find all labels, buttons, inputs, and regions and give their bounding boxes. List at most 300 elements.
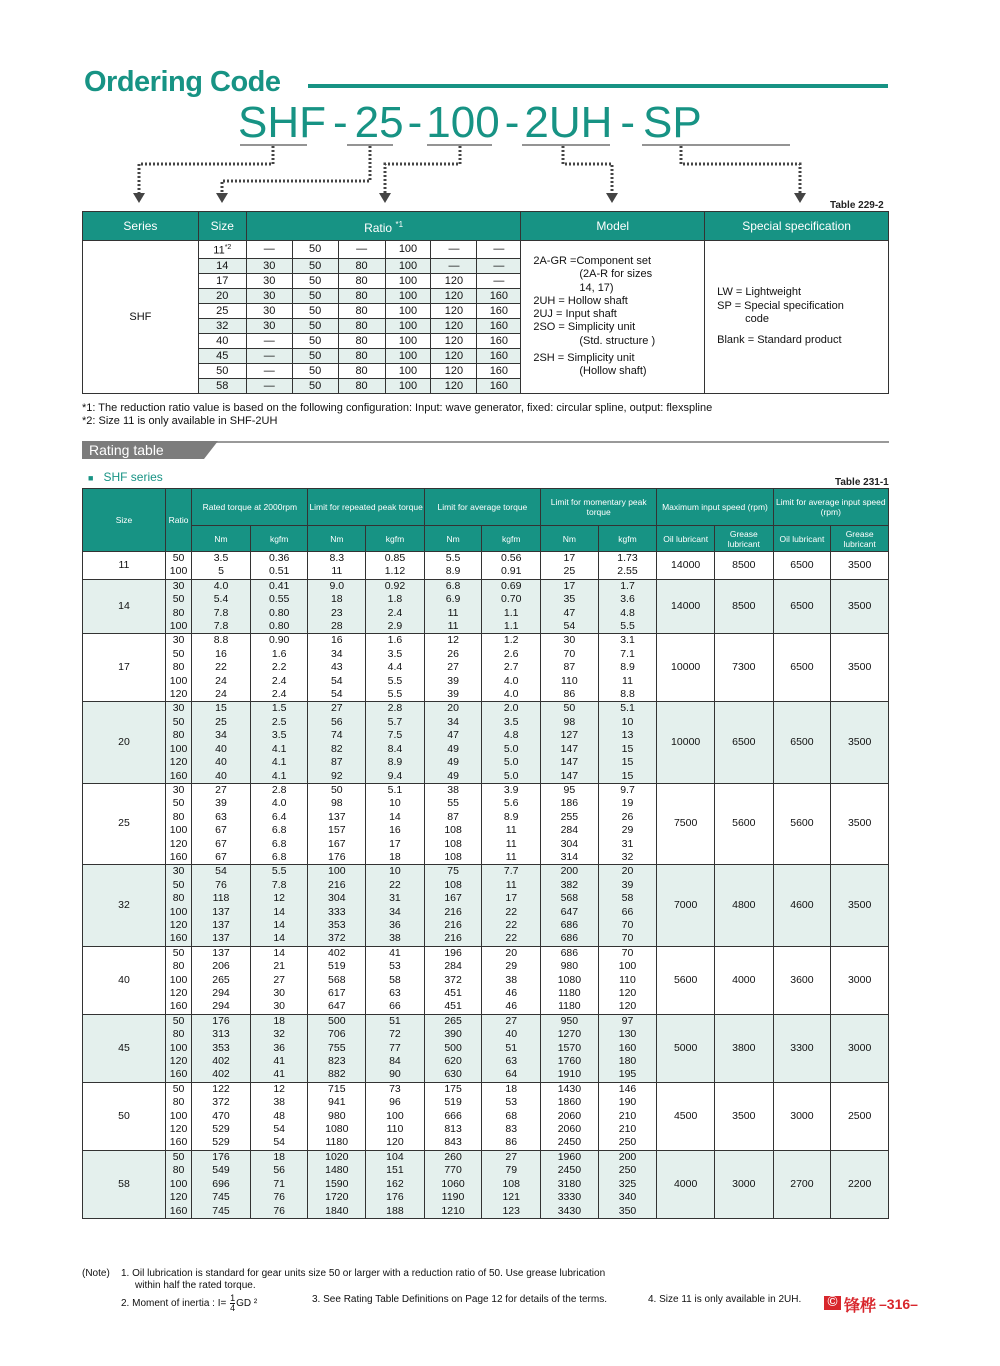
code-ratio: 100: [426, 98, 500, 147]
value-cell: 4.0: [192, 579, 251, 593]
ratio-cell: 30: [165, 702, 191, 716]
ratio-cell: —: [246, 348, 292, 363]
value-cell: 20: [598, 865, 657, 879]
value-cell: 2450: [541, 1164, 599, 1177]
value-cell: 48: [250, 1110, 308, 1123]
code-model: 2UH: [524, 98, 613, 147]
value-cell: 54: [308, 675, 366, 688]
value-cell: 325: [598, 1178, 657, 1191]
value-cell: 108: [482, 1178, 541, 1191]
value-cell: 67: [192, 838, 251, 851]
order-row: [83, 241, 889, 259]
speed-cell: 3500: [831, 865, 889, 946]
value-cell: 38: [482, 974, 541, 987]
value-cell: 96: [366, 1096, 425, 1109]
size-cell: 50: [83, 1082, 166, 1150]
value-cell: 41: [366, 946, 425, 960]
value-cell: 210: [598, 1110, 657, 1123]
ratio-cell: 160: [165, 1136, 191, 1150]
value-cell: 15: [598, 770, 657, 784]
value-cell: 216: [424, 906, 482, 919]
ratio-cell: 100: [165, 1110, 191, 1123]
value-cell: 0.51: [250, 565, 308, 579]
value-cell: 146: [598, 1082, 657, 1096]
value-cell: 950: [541, 1014, 599, 1028]
value-cell: 76: [250, 1205, 308, 1219]
speed-cell: 14000: [657, 579, 715, 634]
value-cell: 0.91: [482, 565, 541, 579]
value-cell: 4.8: [598, 607, 657, 620]
value-cell: 8.9: [366, 756, 425, 769]
ratio-cell: 100: [165, 1178, 191, 1191]
value-cell: 745: [192, 1205, 251, 1219]
value-cell: 11: [482, 879, 541, 892]
value-cell: 34: [424, 716, 482, 729]
header-avg-speed: Limit for average input speed (rpm): [773, 489, 888, 526]
unit-kgfm: kgfm: [366, 526, 425, 552]
value-cell: 53: [366, 960, 425, 973]
value-cell: 73: [366, 1082, 425, 1096]
lubricant-oil: Oil lubricant: [657, 526, 715, 552]
value-cell: 3.1: [598, 634, 657, 648]
value-cell: 4.1: [250, 756, 308, 769]
speed-cell: 6500: [773, 634, 831, 702]
size-group: [83, 702, 889, 783]
value-cell: 304: [541, 838, 599, 851]
header-size: Size: [198, 212, 246, 241]
size-group: [83, 1014, 889, 1082]
value-cell: 38: [366, 932, 425, 946]
ratio-cell: 50: [165, 879, 191, 892]
speed-cell: 4800: [714, 865, 773, 946]
value-cell: 5.4: [192, 593, 251, 606]
value-cell: 29: [598, 824, 657, 837]
value-cell: 22: [366, 879, 425, 892]
value-cell: 1.73: [598, 552, 657, 566]
value-cell: 3.5: [366, 648, 425, 661]
value-cell: 16: [192, 648, 251, 661]
ratio-cell: 80: [338, 348, 385, 363]
value-cell: 29: [482, 960, 541, 973]
ratio-cell: —: [246, 363, 292, 378]
value-cell: 353: [308, 919, 366, 932]
ratio-cell: 80: [338, 273, 385, 288]
value-cell: 0.80: [250, 620, 308, 634]
value-cell: 86: [541, 688, 599, 702]
value-cell: 104: [366, 1150, 425, 1164]
ratio-cell: —: [431, 258, 477, 273]
model-cell: [521, 241, 705, 394]
value-cell: 87: [424, 811, 482, 824]
code-dash: -: [333, 98, 348, 147]
ratio-cell: 120: [431, 363, 477, 378]
speed-cell: 7000: [657, 865, 715, 946]
value-cell: 1960: [541, 1150, 599, 1164]
value-cell: 0.90: [250, 634, 308, 648]
ratio-cell: —: [246, 241, 292, 259]
value-cell: 706: [308, 1028, 366, 1041]
value-cell: 666: [424, 1110, 482, 1123]
ratio-cell: 100: [165, 1042, 191, 1055]
value-cell: 0.85: [366, 552, 425, 566]
value-cell: 18: [250, 1150, 308, 1164]
ratio-cell: 80: [338, 318, 385, 333]
special-line: code: [745, 312, 770, 325]
value-cell: 86: [482, 1136, 541, 1150]
value-cell: 12: [250, 1082, 308, 1096]
value-cell: 108: [424, 824, 482, 837]
value-cell: 21: [250, 960, 308, 973]
value-cell: 2060: [541, 1123, 599, 1136]
ratio-cell: 50: [165, 716, 191, 729]
ratio-cell: 160: [165, 1000, 191, 1014]
value-cell: 3.6: [598, 593, 657, 606]
value-cell: 10: [598, 716, 657, 729]
ratio-cell: 100: [165, 675, 191, 688]
value-cell: 1.6: [366, 634, 425, 648]
value-cell: 2.6: [482, 648, 541, 661]
value-cell: 18: [250, 1014, 308, 1028]
value-cell: 823: [308, 1055, 366, 1068]
value-cell: 14: [250, 946, 308, 960]
value-cell: 4.1: [250, 743, 308, 756]
model-line: (Hollow shaft): [579, 365, 647, 378]
ratio-cell: —: [477, 241, 521, 259]
value-cell: 8.8: [192, 634, 251, 648]
ratio-cell: 100: [165, 565, 191, 579]
value-cell: 4.1: [250, 770, 308, 784]
value-cell: 157: [308, 824, 366, 837]
value-cell: 2.8: [366, 702, 425, 716]
speed-cell: 4500: [657, 1082, 715, 1150]
value-cell: 0.55: [250, 593, 308, 606]
value-cell: 7.1: [598, 648, 657, 661]
value-cell: 0.36: [250, 552, 308, 566]
value-cell: 3.5: [250, 729, 308, 742]
value-cell: 1480: [308, 1164, 366, 1177]
ratio-cell: 50: [165, 1082, 191, 1096]
value-cell: 66: [366, 1000, 425, 1014]
value-cell: 74: [308, 729, 366, 742]
value-cell: 17: [541, 552, 599, 566]
value-cell: 1180: [541, 1000, 599, 1014]
value-cell: 147: [541, 756, 599, 769]
ratio-cell: 120: [165, 838, 191, 851]
value-cell: 120: [598, 1000, 657, 1014]
value-cell: 6.4: [250, 811, 308, 824]
value-cell: 28: [308, 620, 366, 634]
ratio-cell: 120: [165, 1123, 191, 1136]
value-cell: 176: [192, 1014, 251, 1028]
ratio-cell: 80: [338, 258, 385, 273]
value-cell: 500: [424, 1042, 482, 1055]
value-cell: 40: [192, 743, 251, 756]
speed-cell: 3500: [831, 783, 889, 864]
value-cell: 123: [482, 1205, 541, 1219]
value-cell: 11: [308, 565, 366, 579]
value-cell: 11: [482, 851, 541, 865]
value-cell: 686: [541, 932, 599, 946]
value-cell: 40: [192, 770, 251, 784]
value-cell: 137: [192, 906, 251, 919]
value-cell: 160: [598, 1042, 657, 1055]
ratio-cell: —: [431, 241, 477, 259]
value-cell: 51: [482, 1042, 541, 1055]
value-cell: 167: [308, 838, 366, 851]
value-cell: 39: [192, 797, 251, 810]
value-cell: 18: [366, 851, 425, 865]
ratio-cell: 100: [165, 906, 191, 919]
ratio-cell: 50: [165, 648, 191, 661]
value-cell: 402: [308, 946, 366, 960]
value-cell: 1760: [541, 1055, 599, 1068]
value-cell: 2.5: [250, 716, 308, 729]
model-line: 2UH = Hollow shaft: [533, 294, 628, 307]
model-line: 2A-GR =Component set: [533, 254, 652, 267]
value-cell: 35: [541, 593, 599, 606]
header-repeated-peak: Limit for repeated peak torque: [308, 489, 424, 526]
value-cell: 200: [598, 1150, 657, 1164]
value-cell: 167: [424, 892, 482, 905]
ratio-cell: 80: [338, 378, 385, 393]
value-cell: 0.70: [482, 593, 541, 606]
value-cell: 313: [192, 1028, 251, 1041]
rating-rule: [204, 441, 889, 443]
value-cell: 195: [598, 1068, 657, 1082]
value-cell: 54: [250, 1136, 308, 1150]
size-cell: 17: [198, 273, 246, 288]
speed-cell: 3500: [714, 1082, 773, 1150]
value-cell: 75: [424, 865, 482, 879]
value-cell: 51: [366, 1014, 425, 1028]
ratio-cell: 100: [165, 743, 191, 756]
value-cell: 137: [192, 946, 251, 960]
note-3: 3. See Rating Table Definitions on Page 12 for details of the terms.: [312, 1294, 607, 1305]
table-row: [83, 552, 889, 566]
rating-table-number: Table 231-1: [835, 477, 889, 488]
size-cell: 40: [83, 946, 166, 1014]
value-cell: 26: [424, 648, 482, 661]
ratio-cell: 50: [165, 946, 191, 960]
table-row: [83, 1082, 889, 1096]
ratio-cell: 120: [431, 348, 477, 363]
value-cell: 1210: [424, 1205, 482, 1219]
ratio-cell: 100: [385, 333, 431, 348]
speed-cell: 4600: [773, 865, 831, 946]
ratio-cell: 120: [431, 333, 477, 348]
value-cell: 176: [308, 851, 366, 865]
ratio-cell: 50: [292, 363, 338, 378]
ratio-cell: —: [477, 258, 521, 273]
value-cell: 250: [598, 1164, 657, 1177]
value-cell: 16: [308, 634, 366, 648]
value-cell: 284: [541, 824, 599, 837]
note-1: 1. Oil lubrication is standard for gear units size 50 or larger with a reduction ratio of 50. Use grease lubrication: [121, 1268, 606, 1279]
value-cell: 206: [192, 960, 251, 973]
value-cell: 12: [424, 634, 482, 648]
value-cell: 451: [424, 1000, 482, 1014]
value-cell: 4.0: [482, 675, 541, 688]
ratio-cell: 50: [292, 273, 338, 288]
code-dash: -: [407, 98, 423, 147]
value-cell: 1910: [541, 1068, 599, 1082]
value-cell: 24: [192, 688, 251, 702]
size-cell: 14: [83, 579, 166, 634]
ratio-cell: 50: [292, 333, 338, 348]
value-cell: 27: [250, 974, 308, 987]
value-cell: 17: [482, 892, 541, 905]
value-cell: 53: [482, 1096, 541, 1109]
value-cell: 0.69: [482, 579, 541, 593]
value-cell: 2.2: [250, 661, 308, 674]
value-cell: 7.5: [366, 729, 425, 742]
ratio-cell: 120: [431, 288, 477, 303]
unit-nm: Nm: [424, 526, 482, 552]
footnote-2: *2: Size 11 is only available in SHF-2UH: [82, 415, 278, 427]
ratio-cell: 160: [165, 1205, 191, 1219]
value-cell: 9.7: [598, 783, 657, 797]
value-cell: 137: [308, 811, 366, 824]
value-cell: 34: [308, 648, 366, 661]
model-line: 14, 17): [579, 281, 614, 294]
ratio-cell: 160: [477, 288, 521, 303]
value-cell: 216: [424, 932, 482, 946]
value-cell: 647: [541, 906, 599, 919]
value-cell: 176: [366, 1191, 425, 1204]
size-cell: 20: [198, 288, 246, 303]
value-cell: 43: [308, 661, 366, 674]
value-cell: 715: [308, 1082, 366, 1096]
size-cell: 58: [198, 378, 246, 393]
value-cell: 8.9: [424, 565, 482, 579]
header-special: Special specification: [705, 212, 889, 241]
ratio-cell: 50: [165, 1014, 191, 1028]
value-cell: 76: [192, 879, 251, 892]
value-cell: 647: [308, 1000, 366, 1014]
value-cell: 127: [541, 729, 599, 742]
speed-cell: 3000: [714, 1150, 773, 1218]
value-cell: 64: [482, 1068, 541, 1082]
ratio-cell: —: [246, 378, 292, 393]
value-cell: 6.8: [250, 851, 308, 865]
ratio-cell: 50: [292, 378, 338, 393]
value-cell: 1570: [541, 1042, 599, 1055]
ratio-cell: 100: [385, 288, 431, 303]
value-cell: 0.56: [482, 552, 541, 566]
size-group: [83, 579, 889, 634]
ratio-cell: 80: [165, 1028, 191, 1041]
ratio-cell: 160: [165, 1068, 191, 1082]
value-cell: 83: [482, 1123, 541, 1136]
value-cell: 1180: [308, 1136, 366, 1150]
value-cell: 686: [541, 946, 599, 960]
value-cell: 110: [366, 1123, 425, 1136]
speed-cell: 5600: [657, 946, 715, 1014]
ratio-cell: 120: [165, 919, 191, 932]
value-cell: 617: [308, 987, 366, 1000]
ratio-cell: —: [246, 333, 292, 348]
special-line: LW = Lightweight: [717, 286, 802, 299]
page-title: Ordering Code: [84, 66, 281, 98]
value-cell: 40: [192, 756, 251, 769]
size-cell: 58: [83, 1150, 166, 1218]
value-cell: 54: [250, 1123, 308, 1136]
special-spec-cell: [705, 241, 889, 394]
value-cell: 745: [192, 1191, 251, 1204]
speed-cell: 3000: [831, 1014, 889, 1082]
value-cell: 55: [424, 797, 482, 810]
model-line: 2SO = Simplicity unit: [533, 321, 636, 334]
ratio-cell: 80: [165, 960, 191, 973]
value-cell: 2.55: [598, 565, 657, 579]
value-cell: 1180: [541, 987, 599, 1000]
note-label: (Note): [82, 1268, 110, 1279]
value-cell: 90: [366, 1068, 425, 1082]
value-cell: 27: [482, 1014, 541, 1028]
value-cell: 41: [250, 1068, 308, 1082]
value-cell: 34: [192, 729, 251, 742]
value-cell: 5.5: [250, 865, 308, 879]
value-cell: 10: [366, 797, 425, 810]
value-cell: 6.8: [250, 838, 308, 851]
value-cell: 82: [308, 743, 366, 756]
ratio-cell: 80: [165, 1096, 191, 1109]
value-cell: 10: [366, 865, 425, 879]
value-cell: 66: [598, 906, 657, 919]
ratio-cell: 100: [385, 273, 431, 288]
header-size: Size: [83, 489, 166, 552]
code-dash: -: [504, 98, 520, 147]
value-cell: 980: [541, 960, 599, 973]
value-cell: 15: [598, 756, 657, 769]
value-cell: 22: [192, 661, 251, 674]
ratio-cell: 100: [385, 363, 431, 378]
value-cell: 63: [366, 987, 425, 1000]
value-cell: 2.7: [482, 661, 541, 674]
value-cell: 980: [308, 1110, 366, 1123]
value-cell: 8.9: [482, 811, 541, 824]
value-cell: 568: [308, 974, 366, 987]
code-special: SP: [643, 98, 702, 147]
value-cell: 54: [308, 688, 366, 702]
value-cell: 46: [482, 987, 541, 1000]
value-cell: 47: [424, 729, 482, 742]
speed-cell: 6500: [714, 702, 773, 783]
value-cell: 100: [598, 960, 657, 973]
value-cell: 372: [192, 1096, 251, 1109]
speed-cell: 3300: [773, 1014, 831, 1082]
ratio-cell: 50: [292, 348, 338, 363]
value-cell: 9.4: [366, 770, 425, 784]
value-cell: 27: [482, 1150, 541, 1164]
speed-cell: 10000: [657, 702, 715, 783]
value-cell: 18: [308, 593, 366, 606]
value-cell: 2.4: [250, 675, 308, 688]
value-cell: 210: [598, 1123, 657, 1136]
value-cell: 1020: [308, 1150, 366, 1164]
value-cell: 304: [308, 892, 366, 905]
size-cell: 25: [83, 783, 166, 864]
value-cell: 5.0: [482, 756, 541, 769]
speed-cell: 2700: [773, 1150, 831, 1218]
value-cell: 39: [424, 675, 482, 688]
value-cell: 4.4: [366, 661, 425, 674]
value-cell: 11: [598, 675, 657, 688]
value-cell: 98: [541, 716, 599, 729]
header-rated-torque: Rated torque at 2000rpm: [192, 489, 308, 526]
value-cell: 68: [482, 1110, 541, 1123]
unit-nm: Nm: [308, 526, 366, 552]
